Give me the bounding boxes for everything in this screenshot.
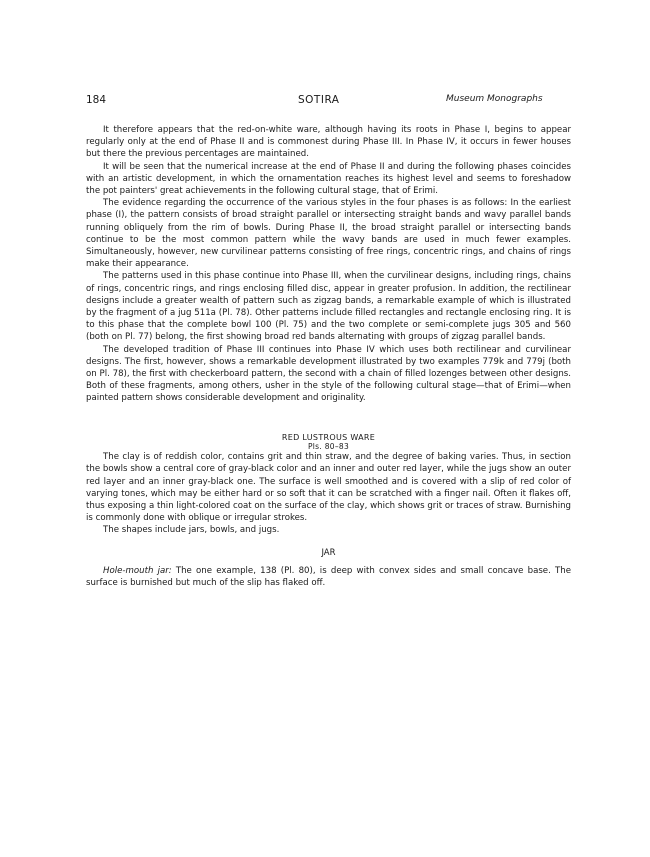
paragraph-lead: Hole-mouth jar: xyxy=(103,565,172,576)
section-heading: RED LUSTROUS WARE xyxy=(281,432,376,442)
running-title: SOTIRA xyxy=(298,94,340,106)
series-title: Museum Monographs xyxy=(446,94,543,104)
subsection-heading: JAR xyxy=(321,547,336,558)
paragraph: The clay is of reddish color, contains grit and thin straw, and the degree of baking varies. Thus, in section the bowls show a central core of gray-black color and an inner and outer red layer, while the jugs show an outer red layer and an inner gray-black one. The surface is well smoothed and is covered with a slip of red color of varying tones, which may be either hard or so soft that it can be scratched with a finger nail. Often it flakes off, thus exposing a thin light-colored coat on the surface of the clay, which shows grit or traces of straw. Burnishing is commonly done with oblique or irregular strokes. xyxy=(86,452,571,524)
page-number: 184 xyxy=(86,94,107,106)
paragraph-text: The one example, 138 (Pl. 80), is deep with convex sides and small concave base. The surface is burnished but much of the slip has flaked off. xyxy=(86,565,572,588)
paragraph: The shapes include jars, bowls, and jugs. xyxy=(103,525,280,536)
section-plates: Pls. 80–83 xyxy=(307,442,350,452)
paragraph: The patterns used in this phase continue into Phase III, when the curvilinear designs, including rings, chains of rings, concentric rings, and rings enclosing filled disc, appear in greater profusion. In addition, the rectilinear designs include a greater wealth of pattern such as zigzag bands, a remarkable example of which is illustrated by the fragment of a jug 511a (Pl. 78). Other patterns include filled rectangles and rectangle enclosing ring. It is to this phase that the complete bowl 100 (Pl. 75) and the two complete or semi-complete jugs 305 and 560 (both on Pl. 77) belong, the first showing broad red bands alternating with groups of zigzag parallel bands. xyxy=(86,271,571,343)
paragraph: It will be seen that the numerical increase at the end of Phase II and during the following phases coincides with an artistic development, in which the ornamentation reaches its highest level and seems to foreshadow the pot painters' great achievements in the following cultural stage, that of Erimi. xyxy=(86,161,571,197)
paragraph: It therefore appears that the red-on-white ware, although having its roots in Phase I, begins to appear regularly only at the end of Phase II and is commonest during Phase III. In Phase IV, it occurs in fewer houses but there the previous percentages are maintained. xyxy=(86,125,571,160)
body-text xyxy=(86,124,571,589)
paragraph: The evidence regarding the occurrence of the various styles in the four phases is as follows: In the earliest phase (I), the pattern consists of broad straight parallel or intersecting straight bands and wavy parallel bands running obliquely from the rim of bowls. During Phase II, the broad straight parallel or intersecting bands continue to be the most common pattern while the wavy bands are used in much fewer examples. Simultaneously, however, new curvilinear patterns consisting of free rings, concentric rings, and chains of rings make their appearance. xyxy=(86,198,571,270)
paragraph xyxy=(86,565,571,589)
paragraph: The developed tradition of Phase III continues into Phase IV which uses both rectilinear and curvilinear designs. The first, however, shows a remarkable development illustrated by two examples 779k and 779j (both on Pl. 78), the first with checkerboard pattern, the second with a chain of filled lozenges between other designs. Both of these fragments, among others, usher in the style of the following cultural stage—that of Erimi—when painted pattern shows considerable development and originality. xyxy=(86,344,571,404)
